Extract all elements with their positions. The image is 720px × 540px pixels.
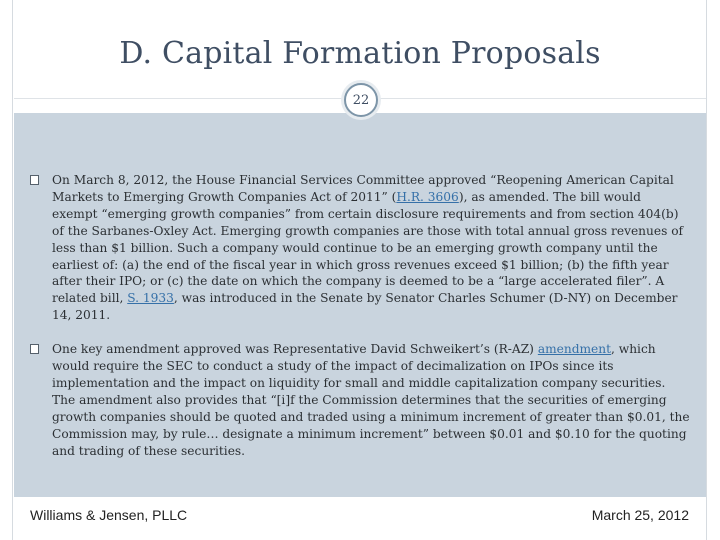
footer-firm-name: Williams & Jensen, PLLC	[30, 507, 188, 523]
bullet-box-icon	[30, 175, 39, 185]
bullet-item	[30, 172, 690, 324]
amendment-link[interactable]: amendment	[537, 342, 612, 357]
s-1933-link[interactable]: S. 1933	[127, 291, 174, 306]
slide-number-badge	[344, 83, 378, 117]
hr-3606-link[interactable]: H.R. 3606	[396, 189, 459, 204]
bullet-text: , was introduced in the Senate by Senator Charles Schumer (D-NY) on December 14, 2011.	[52, 291, 678, 323]
slide-title: D. Capital Formation Proposals	[119, 36, 601, 71]
bullet-item	[30, 341, 690, 459]
bullet-text: , which would require the SEC to conduct a study of the impact of decimalization on IPOs since its implementation and the impact on liquidity for small and middle capitalization company securities. The amendment also provides that “[i]f the Commission determines that the securities of emerging growth companies should be quoted and traded using a minimum increment of greater than $0.01, the Commission may, by rule… designate a minimum increment” between $0.01 and $0.10 for the quoting and trading of these securities.	[52, 342, 690, 458]
bullet-text: On March 8, 2012, the House Financial Services Committee approved “Reopening American Capital Markets to Emerging Growth Companies Act of 2011” (	[52, 173, 674, 204]
bullet-box-icon	[30, 344, 39, 354]
footer-date: March 25, 2012	[591, 507, 689, 523]
bullet-text: ), as amended. The bill would exempt “emerging growth companies” from certain disclosure requirements and from section 404(b) of the Sarbanes-Oxley Act. Emerging growth companies are those with total annual gross revenues of less than $1 billion. Such a company would continue to be an emerging growth company until the earliest of: (a) the end of the fiscal year in which gross revenues exceed $1 billion; (b) the fifth year after their IPO; or (c) the date on which the company is deemed to be a “large accelerated filer”. A related bill,	[52, 189, 684, 306]
slide-number: 22	[352, 92, 370, 108]
bullet-text: One key amendment approved was Representative David Schweikert’s (R-AZ)	[52, 342, 538, 357]
bullet-list	[30, 172, 690, 477]
